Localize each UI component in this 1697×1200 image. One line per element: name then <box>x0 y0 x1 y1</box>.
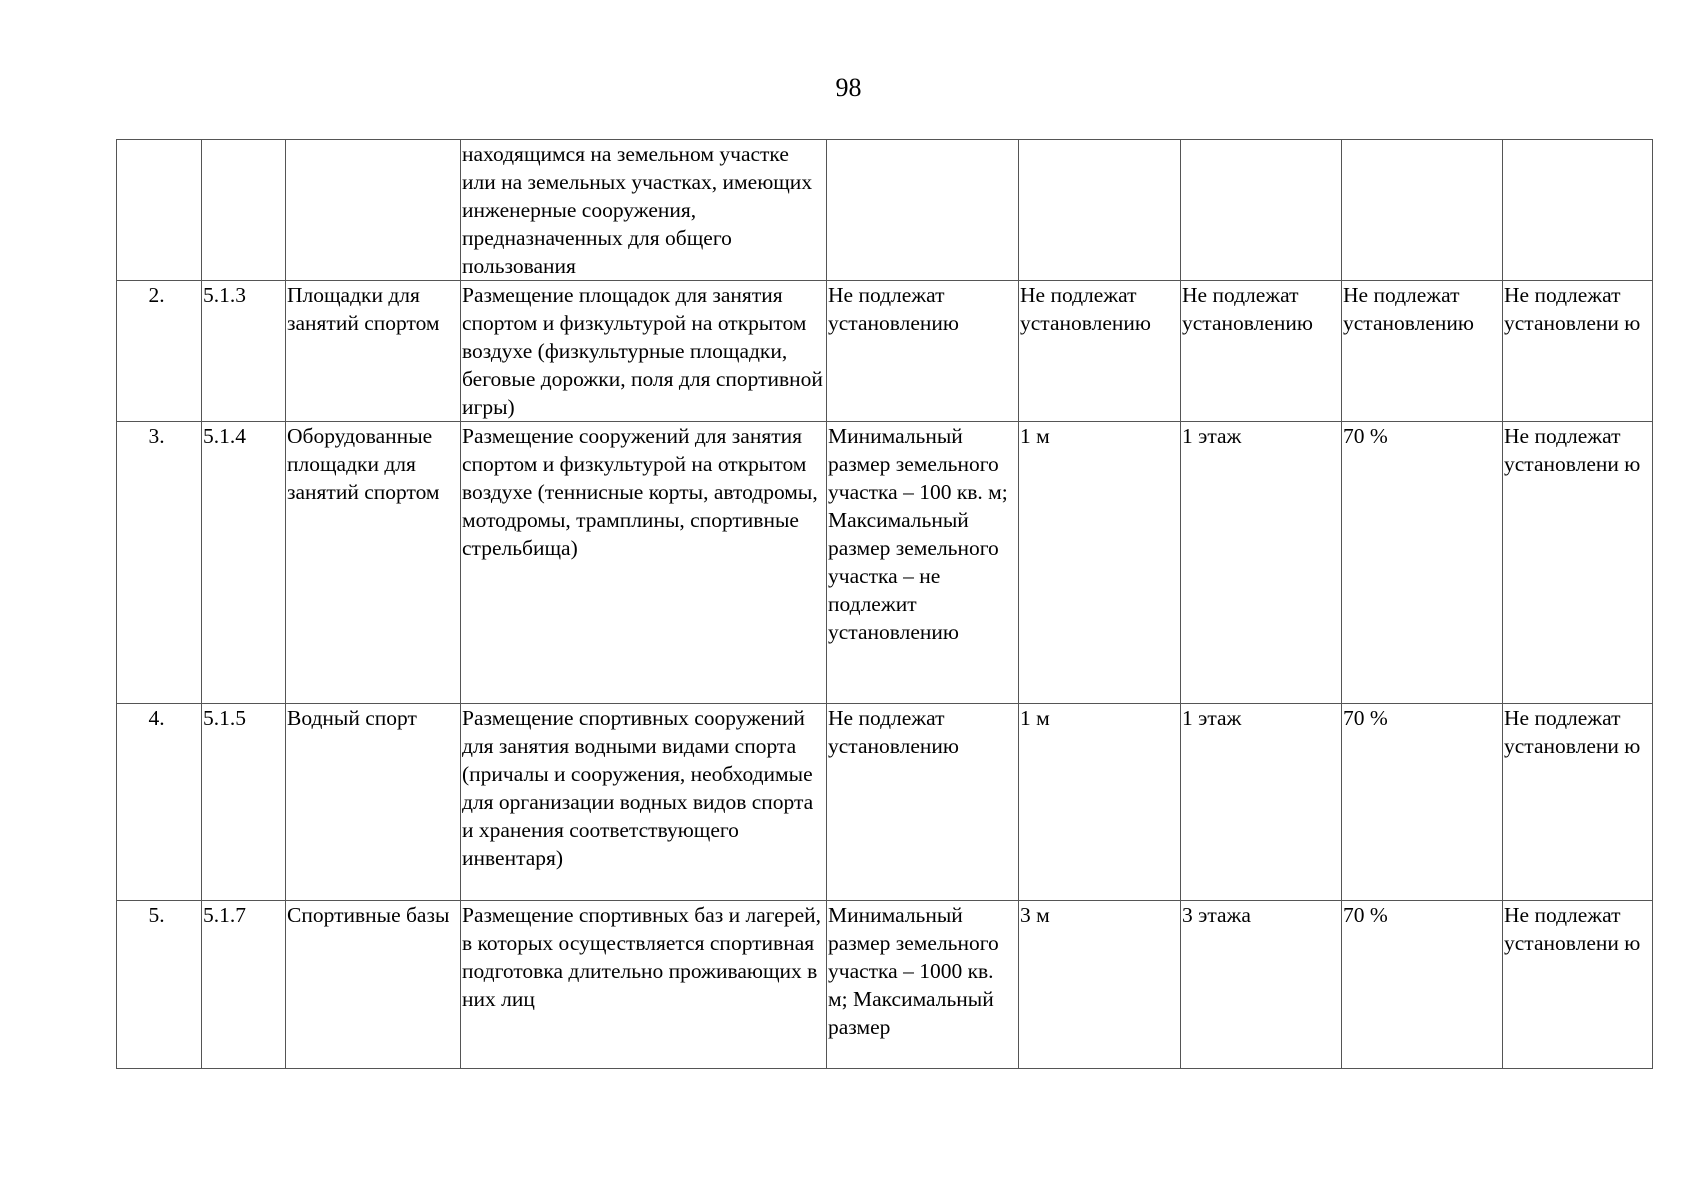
table-row <box>117 704 1653 901</box>
cell-num <box>117 140 202 281</box>
cell-name: Площадки для занятий спортом <box>286 281 461 422</box>
cell-coverage: 70 % <box>1342 901 1503 1069</box>
table-row-continuation <box>117 140 1653 281</box>
table-row <box>117 901 1653 1069</box>
cell-setback: 1 м <box>1019 422 1181 704</box>
cell-plot-size: Не подлежат установлению <box>827 281 1019 422</box>
cell-plot-size: Минимальный размер земельного участка – 100 кв. м; Максимальный размер земельного участка – не подлежит установлению <box>827 422 1019 704</box>
cell-name <box>286 140 461 281</box>
cell-description: Размещение спортивных сооружений для занятия водными видами спорта (причалы и сооружения, необходимые для организации водных видов спорта и хранения соответствующего инвентаря) <box>461 704 827 901</box>
cell-name: Водный спорт <box>286 704 461 901</box>
page-number: 98 <box>835 73 862 102</box>
cell-code: 5.1.4 <box>202 422 286 704</box>
cell-other: Не подлежат установлени ю <box>1503 422 1653 704</box>
cell-description: Размещение площадок для занятия спортом и физкультурой на открытом воздухе (физкультурные площадки, беговые дорожки, поля для спортивной игры) <box>461 281 827 422</box>
table-row <box>117 422 1653 704</box>
table-row <box>117 281 1653 422</box>
cell-setback: 3 м <box>1019 901 1181 1069</box>
cell-plot-size: Минимальный размер земельного участка – 1000 кв. м; Максимальный размер <box>827 901 1019 1069</box>
cell-other <box>1503 140 1653 281</box>
cell-other: Не подлежат установлени ю <box>1503 901 1653 1069</box>
cell-floors: Не подлежат установлению <box>1181 281 1342 422</box>
cell-description: Размещение сооружений для занятия спортом и физкультурой на открытом воздухе (теннисные корты, автодромы, мотодромы, трамплины, спортивные стрельбища) <box>461 422 827 704</box>
cell-floors: 1 этаж <box>1181 422 1342 704</box>
cell-setback <box>1019 140 1181 281</box>
cell-code: 5.1.7 <box>202 901 286 1069</box>
cell-coverage: 70 % <box>1342 422 1503 704</box>
cell-setback: 1 м <box>1019 704 1181 901</box>
cell-coverage: Не подлежат установлению <box>1342 281 1503 422</box>
cell-num: 5. <box>117 901 202 1069</box>
cell-coverage: 70 % <box>1342 704 1503 901</box>
cell-setback: Не подлежат установлению <box>1019 281 1181 422</box>
cell-name: Спортивные базы <box>286 901 461 1069</box>
cell-floors: 3 этажа <box>1181 901 1342 1069</box>
cell-code <box>202 140 286 281</box>
regulations-table <box>116 139 1653 1069</box>
cell-plot-size: Не подлежат установлению <box>827 704 1019 901</box>
cell-num: 2. <box>117 281 202 422</box>
cell-description: Размещение спортивных баз и лагерей, в которых осуществляется спортивная подготовка длительно проживающих в них лиц <box>461 901 827 1069</box>
cell-other: Не подлежат установлени ю <box>1503 281 1653 422</box>
cell-coverage <box>1342 140 1503 281</box>
cell-plot-size <box>827 140 1019 281</box>
cell-num: 3. <box>117 422 202 704</box>
cell-other: Не подлежат установлени ю <box>1503 704 1653 901</box>
cell-name: Оборудованные площадки для занятий спортом <box>286 422 461 704</box>
cell-num: 4. <box>117 704 202 901</box>
cell-floors <box>1181 140 1342 281</box>
cell-floors: 1 этаж <box>1181 704 1342 901</box>
cell-code: 5.1.5 <box>202 704 286 901</box>
cell-code: 5.1.3 <box>202 281 286 422</box>
cell-description: находящимся на земельном участке или на земельных участках, имеющих инженерные сооружения, предназначенных для общего пользования <box>461 140 827 281</box>
